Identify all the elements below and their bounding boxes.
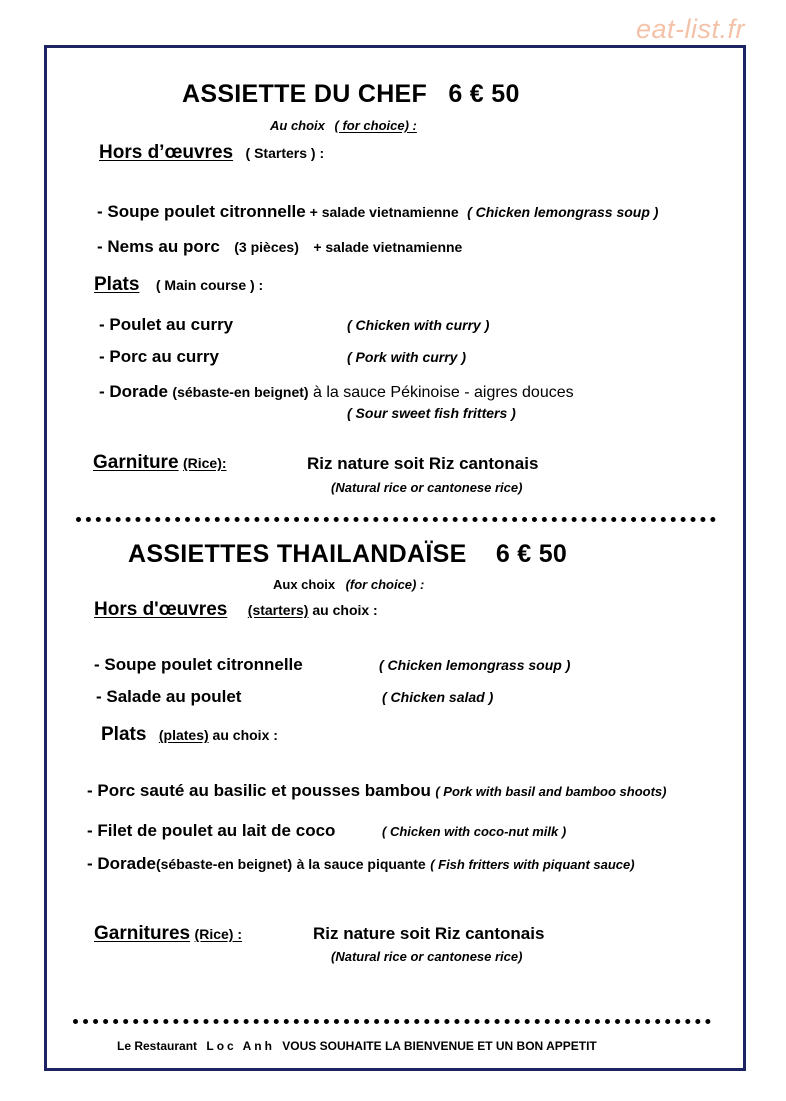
- menu2-starters-en: (starters): [247, 602, 309, 618]
- menu1-side-note: (Natural rice or cantonese rice): [331, 480, 523, 495]
- menu1-starters-en: ( Starters ) :: [245, 145, 325, 161]
- menu1-main-2: - Porc au curry: [99, 347, 219, 366]
- menu2-title: [128, 540, 567, 569]
- watermark: eat-list.fr: [636, 14, 746, 44]
- menu2-mains-en: (plates): [158, 727, 209, 743]
- menu1-starter-1-extra: + salade vietnamienne: [305, 204, 459, 220]
- footer: [117, 1039, 597, 1053]
- menu2-main-3-en: ( Fish fritters with piquant sauce): [430, 857, 635, 872]
- menu2-mains-tail: au choix :: [208, 727, 278, 743]
- menu1-main-1: - Poulet au curry: [99, 315, 234, 334]
- menu1-starter-2: [97, 237, 462, 257]
- menu2-main-2-en: ( Chicken with coco-nut milk ): [382, 824, 567, 839]
- menu1-starter-1-en: ( Chicken lemongrass soup ): [467, 204, 659, 220]
- menu1-starter-1-main: - Soupe poulet citronnelle: [97, 202, 306, 221]
- menu1-main-1-en: ( Chicken with curry ): [347, 317, 490, 333]
- menu1-mains-label: Plats: [94, 274, 140, 295]
- menu1-title-text: ASSIETTE DU CHEF: [182, 80, 428, 108]
- menu2-mains-heading: [101, 724, 278, 746]
- menu2-starter-1: - Soupe poulet citronnelle: [94, 655, 303, 674]
- separator-1: [76, 517, 716, 522]
- menu2-side-text: Riz nature soit Riz cantonais: [313, 924, 545, 943]
- footer-restaurant-name: Loc Anh: [206, 1039, 275, 1053]
- menu2-choice-fr: Aux choix: [273, 577, 336, 592]
- menu1-title: [182, 80, 520, 109]
- menu2-side-heading: [94, 923, 242, 945]
- menu1-side-heading: [93, 452, 227, 474]
- footer-prefix: Le Restaurant: [117, 1039, 198, 1053]
- menu1-mains-en: ( Main course ) :: [155, 277, 264, 293]
- menu2-main-3-extra: (sébaste-en beignet): [155, 856, 293, 872]
- menu1-main-3-en: ( Sour sweet fish fritters ): [347, 405, 516, 421]
- menu1-starter-2-main: - Nems au porc: [97, 237, 220, 256]
- menu2-choice-en: (for choice) :: [345, 577, 425, 592]
- menu2-main-1-main: - Porc sauté au basilic et pousses bambou: [87, 781, 431, 800]
- menu1-mains-heading: [94, 274, 263, 296]
- menu2-starter-2: - Salade au poulet: [96, 687, 242, 706]
- menu2-main-3: [87, 854, 635, 874]
- footer-message: VOUS SOUHAITE LA BIENVENUE ET UN BON APPETIT: [282, 1039, 597, 1053]
- menu1-starter-2-extra: (3 pièces): [234, 239, 299, 255]
- menu2-main-3-main: - Dorade: [87, 854, 156, 873]
- menu2-side-note: (Natural rice or cantonese rice): [331, 949, 523, 964]
- menu1-starters-heading: [99, 142, 324, 164]
- menu2-starters-tail: au choix :: [308, 602, 378, 618]
- menu2-starter-1-en: ( Chicken lemongrass soup ): [379, 657, 571, 673]
- menu2-title-text: ASSIETTES THAILANDAÏSE: [128, 540, 467, 568]
- menu1-choice-fr: Au choix: [270, 118, 325, 133]
- menu2-main-1: [87, 781, 666, 801]
- menu2-starter-2-en: ( Chicken salad ): [382, 689, 494, 705]
- menu2-main-1-en: ( Pork with basil and bamboo shoots): [435, 784, 667, 799]
- menu1-price: 6 € 50: [448, 80, 520, 108]
- menu1-main-3-extra: (sébaste-en beignet): [172, 384, 309, 400]
- menu1-choice: [270, 118, 417, 133]
- menu1-starters-label: Hors d’œuvres: [99, 142, 234, 163]
- menu2-mains-label: Plats: [101, 724, 147, 745]
- menu2-main-3-extra2: à la sauce piquante: [296, 856, 426, 872]
- menu1-main-3-main: - Dorade: [99, 382, 168, 401]
- menu1-side-label: Garniture: [93, 452, 179, 473]
- menu1-main-2-en: ( Pork with curry ): [347, 349, 467, 365]
- menu2-starters-heading: [94, 599, 378, 621]
- separator-2: [73, 1019, 711, 1024]
- menu2-main-2: - Filet de poulet au lait de coco: [87, 821, 336, 840]
- menu2-starters-label: Hors d'œuvres: [94, 599, 228, 620]
- menu1-main-3-extra2: à la sauce Pékinoise - aigres douces: [313, 384, 574, 401]
- menu2-side-en: (Rice) :: [194, 926, 242, 942]
- menu1-starter-1: [97, 202, 658, 222]
- menu2-choice: [273, 576, 424, 594]
- menu2-side-label: Garnitures: [94, 923, 191, 944]
- menu1-side-text: Riz nature soit Riz cantonais: [307, 454, 539, 473]
- menu1-starter-2-extra2: + salade vietnamienne: [313, 239, 463, 255]
- menu1-main-3: [99, 382, 574, 402]
- menu1-side-en: (Rice):: [182, 455, 227, 471]
- menu2-price: 6 € 50: [495, 540, 568, 568]
- menu1-choice-en: ( for choice) :: [334, 118, 417, 133]
